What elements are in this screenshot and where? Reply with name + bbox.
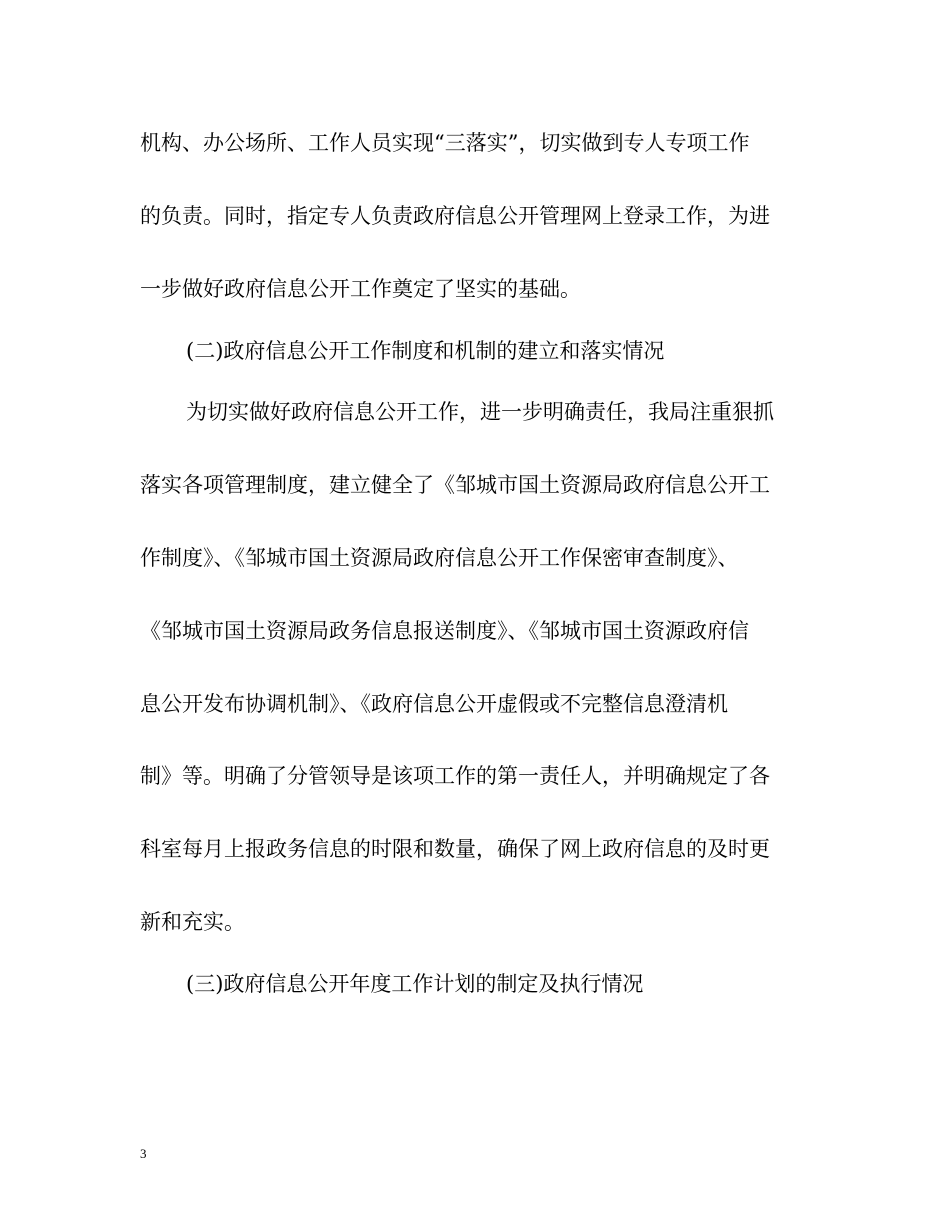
text-line-12: 新和充实。 bbox=[140, 910, 245, 934]
section-heading-2: (二)政府信息公开工作制度和机制的建立和落实情况 bbox=[186, 339, 665, 363]
page-number: 3 bbox=[140, 1146, 147, 1161]
text-line-5: 为切实做好政府信息公开工作，进一步明确责任，我局注重狠抓 bbox=[186, 400, 774, 424]
text-line-11: 科室每月上报政务信息的时限和数量，确保了网上政府信息的及时更 bbox=[140, 837, 770, 861]
text-line-3: 一步做好政府信息公开工作奠定了坚实的基础。 bbox=[140, 277, 581, 301]
text-line-2: 的负责。同时，指定专人负责政府信息公开管理网上登录工作，为进 bbox=[140, 204, 770, 228]
section-heading-3: (三)政府信息公开年度工作计划的制定及执行情况 bbox=[186, 972, 644, 996]
text-line-10: 制》等。明确了分管领导是该项工作的第一责任人，并明确规定了各 bbox=[140, 764, 770, 788]
text-line-6: 落实各项管理制度，建立健全了《邹城市国土资源局政府信息公开工 bbox=[140, 473, 770, 497]
text-line-1: 机构、办公场所、工作人员实现“三落实”，切实做到专人专项工作 bbox=[140, 131, 750, 155]
text-line-7: 作制度》、《邹城市国土资源局政府信息公开工作保密审查制度》、 bbox=[140, 546, 739, 570]
text-line-8: 《邹城市国土资源局政务信息报送制度》、《邹城市国土资源政府信 bbox=[140, 619, 749, 643]
text-line-9: 息公开发布协调机制》、《政府信息公开虚假或不完整信息澄清机 bbox=[140, 692, 728, 716]
